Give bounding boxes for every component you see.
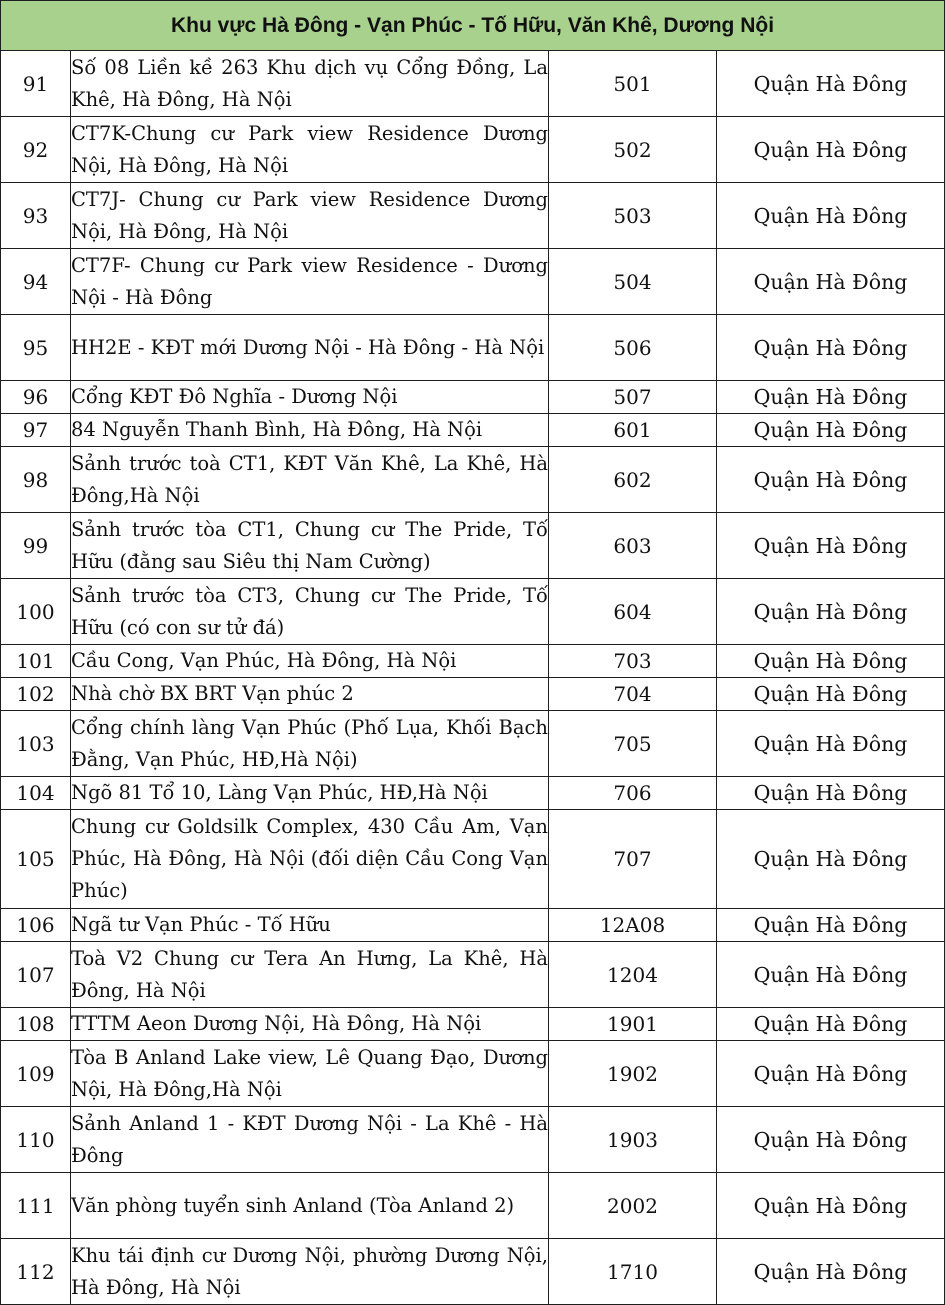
location-code: 506 bbox=[549, 315, 717, 381]
location-code: 1902 bbox=[549, 1041, 717, 1107]
district-cell: Quận Hà Đông bbox=[717, 1107, 945, 1173]
row-number: 103 bbox=[1, 711, 71, 777]
table-row bbox=[1, 1107, 945, 1173]
table-row bbox=[1, 1173, 945, 1239]
table-row bbox=[1, 183, 945, 249]
table-row bbox=[1, 579, 945, 645]
address-cell: Tòa B Anland Lake view, Lê Quang Đạo, Dương Nội, Hà Đông,Hà Nội bbox=[71, 1041, 549, 1107]
district-cell: Quận Hà Đông bbox=[717, 942, 945, 1008]
row-number: 91 bbox=[1, 51, 71, 117]
address-cell: Cổng chính làng Vạn Phúc (Phố Lụa, Khối Bạch Đằng, Vạn Phúc, HĐ,Hà Nội) bbox=[71, 711, 549, 777]
address-cell: Sảnh trước tòa CT3, Chung cư The Pride, Tố Hữu (có con sư tử đá) bbox=[71, 579, 549, 645]
location-code: 705 bbox=[549, 711, 717, 777]
table-row bbox=[1, 513, 945, 579]
row-number: 93 bbox=[1, 183, 71, 249]
district-cell: Quận Hà Đông bbox=[717, 1041, 945, 1107]
row-number: 99 bbox=[1, 513, 71, 579]
table-row bbox=[1, 51, 945, 117]
location-code: 504 bbox=[549, 249, 717, 315]
address-cell: Văn phòng tuyển sinh Anland (Tòa Anland 2) bbox=[71, 1173, 549, 1239]
location-code: 1903 bbox=[549, 1107, 717, 1173]
location-code: 503 bbox=[549, 183, 717, 249]
district-cell: Quận Hà Đông bbox=[717, 447, 945, 513]
table-row bbox=[1, 810, 945, 909]
location-code: 704 bbox=[549, 678, 717, 711]
address-cell: Nhà chờ BX BRT Vạn phúc 2 bbox=[71, 678, 549, 711]
title-row bbox=[1, 1, 945, 51]
district-cell: Quận Hà Đông bbox=[717, 381, 945, 414]
district-cell: Quận Hà Đông bbox=[717, 777, 945, 810]
table-row bbox=[1, 942, 945, 1008]
row-number: 105 bbox=[1, 810, 71, 909]
row-number: 112 bbox=[1, 1239, 71, 1305]
row-number: 104 bbox=[1, 777, 71, 810]
district-cell: Quận Hà Đông bbox=[717, 183, 945, 249]
district-cell: Quận Hà Đông bbox=[717, 1008, 945, 1041]
table-row bbox=[1, 249, 945, 315]
district-cell: Quận Hà Đông bbox=[717, 909, 945, 942]
district-cell: Quận Hà Đông bbox=[717, 711, 945, 777]
location-code: 1901 bbox=[549, 1008, 717, 1041]
district-cell: Quận Hà Đông bbox=[717, 513, 945, 579]
district-cell: Quận Hà Đông bbox=[717, 51, 945, 117]
address-cell: CT7J- Chung cư Park view Residence Dương Nội, Hà Đông, Hà Nội bbox=[71, 183, 549, 249]
table-row bbox=[1, 117, 945, 183]
table-row bbox=[1, 711, 945, 777]
location-code: 12A08 bbox=[549, 909, 717, 942]
location-code: 603 bbox=[549, 513, 717, 579]
table-row bbox=[1, 447, 945, 513]
district-cell: Quận Hà Đông bbox=[717, 810, 945, 909]
row-number: 102 bbox=[1, 678, 71, 711]
table-row bbox=[1, 1239, 945, 1305]
table-row bbox=[1, 381, 945, 414]
address-cell: HH2E - KĐT mới Dương Nội - Hà Đông - Hà Nội bbox=[71, 315, 549, 381]
address-cell: Cổng KĐT Đô Nghĩa - Dương Nội bbox=[71, 381, 549, 414]
row-number: 92 bbox=[1, 117, 71, 183]
row-number: 94 bbox=[1, 249, 71, 315]
district-cell: Quận Hà Đông bbox=[717, 315, 945, 381]
location-code: 501 bbox=[549, 51, 717, 117]
address-cell: Sảnh trước toà CT1, KĐT Văn Khê, La Khê, Hà Đông,Hà Nội bbox=[71, 447, 549, 513]
table-row bbox=[1, 1008, 945, 1041]
location-code: 507 bbox=[549, 381, 717, 414]
address-cell: Ngõ 81 Tổ 10, Làng Vạn Phúc, HĐ,Hà Nội bbox=[71, 777, 549, 810]
row-number: 98 bbox=[1, 447, 71, 513]
row-number: 107 bbox=[1, 942, 71, 1008]
location-code: 703 bbox=[549, 645, 717, 678]
location-code: 1710 bbox=[549, 1239, 717, 1305]
row-number: 109 bbox=[1, 1041, 71, 1107]
district-cell: Quận Hà Đông bbox=[717, 678, 945, 711]
district-cell: Quận Hà Đông bbox=[717, 645, 945, 678]
row-number: 110 bbox=[1, 1107, 71, 1173]
row-number: 108 bbox=[1, 1008, 71, 1041]
location-code: 2002 bbox=[549, 1173, 717, 1239]
row-number: 111 bbox=[1, 1173, 71, 1239]
table-body bbox=[1, 51, 945, 1305]
address-cell: 84 Nguyễn Thanh Bình, Hà Đông, Hà Nội bbox=[71, 414, 549, 447]
address-cell: Sảnh Anland 1 - KĐT Dương Nội - La Khê - Hà Đông bbox=[71, 1107, 549, 1173]
table-row bbox=[1, 777, 945, 810]
location-code: 601 bbox=[549, 414, 717, 447]
address-cell: Chung cư Goldsilk Complex, 430 Cầu Am, Vạn Phúc, Hà Đông, Hà Nội (đối diện Cầu Cong Vạn Phúc) bbox=[71, 810, 549, 909]
row-number: 106 bbox=[1, 909, 71, 942]
table-row bbox=[1, 1041, 945, 1107]
district-cell: Quận Hà Đông bbox=[717, 414, 945, 447]
table-title: Khu vực Hà Đông - Vạn Phúc - Tố Hữu, Văn Khê, Dương Nội bbox=[1, 1, 945, 51]
location-code: 502 bbox=[549, 117, 717, 183]
district-cell: Quận Hà Đông bbox=[717, 579, 945, 645]
table-row bbox=[1, 315, 945, 381]
district-cell: Quận Hà Đông bbox=[717, 249, 945, 315]
address-cell: CT7F- Chung cư Park view Residence - Dương Nội - Hà Đông bbox=[71, 249, 549, 315]
district-cell: Quận Hà Đông bbox=[717, 117, 945, 183]
district-cell: Quận Hà Đông bbox=[717, 1239, 945, 1305]
address-cell: Sảnh trước tòa CT1, Chung cư The Pride, Tố Hữu (đằng sau Siêu thị Nam Cường) bbox=[71, 513, 549, 579]
address-cell: Khu tái định cư Dương Nội, phường Dương Nội, Hà Đông, Hà Nội bbox=[71, 1239, 549, 1305]
table-row bbox=[1, 414, 945, 447]
district-cell: Quận Hà Đông bbox=[717, 1173, 945, 1239]
table-row bbox=[1, 645, 945, 678]
table-row bbox=[1, 909, 945, 942]
location-code: 602 bbox=[549, 447, 717, 513]
address-cell: Ngã tư Vạn Phúc - Tố Hữu bbox=[71, 909, 549, 942]
row-number: 95 bbox=[1, 315, 71, 381]
address-cell: TTTM Aeon Dương Nội, Hà Đông, Hà Nội bbox=[71, 1008, 549, 1041]
row-number: 101 bbox=[1, 645, 71, 678]
location-code: 707 bbox=[549, 810, 717, 909]
location-code: 1204 bbox=[549, 942, 717, 1008]
address-cell: Số 08 Liền kề 263 Khu dịch vụ Cổng Đồng, La Khê, Hà Đông, Hà Nội bbox=[71, 51, 549, 117]
address-cell: Cầu Cong, Vạn Phúc, Hà Đông, Hà Nội bbox=[71, 645, 549, 678]
table-row bbox=[1, 678, 945, 711]
row-number: 96 bbox=[1, 381, 71, 414]
row-number: 97 bbox=[1, 414, 71, 447]
location-code: 706 bbox=[549, 777, 717, 810]
location-code: 604 bbox=[549, 579, 717, 645]
row-number: 100 bbox=[1, 579, 71, 645]
address-cell: Toà V2 Chung cư Tera An Hưng, La Khê, Hà Đông, Hà Nội bbox=[71, 942, 549, 1008]
address-cell: CT7K-Chung cư Park view Residence Dương Nội, Hà Đông, Hà Nội bbox=[71, 117, 549, 183]
